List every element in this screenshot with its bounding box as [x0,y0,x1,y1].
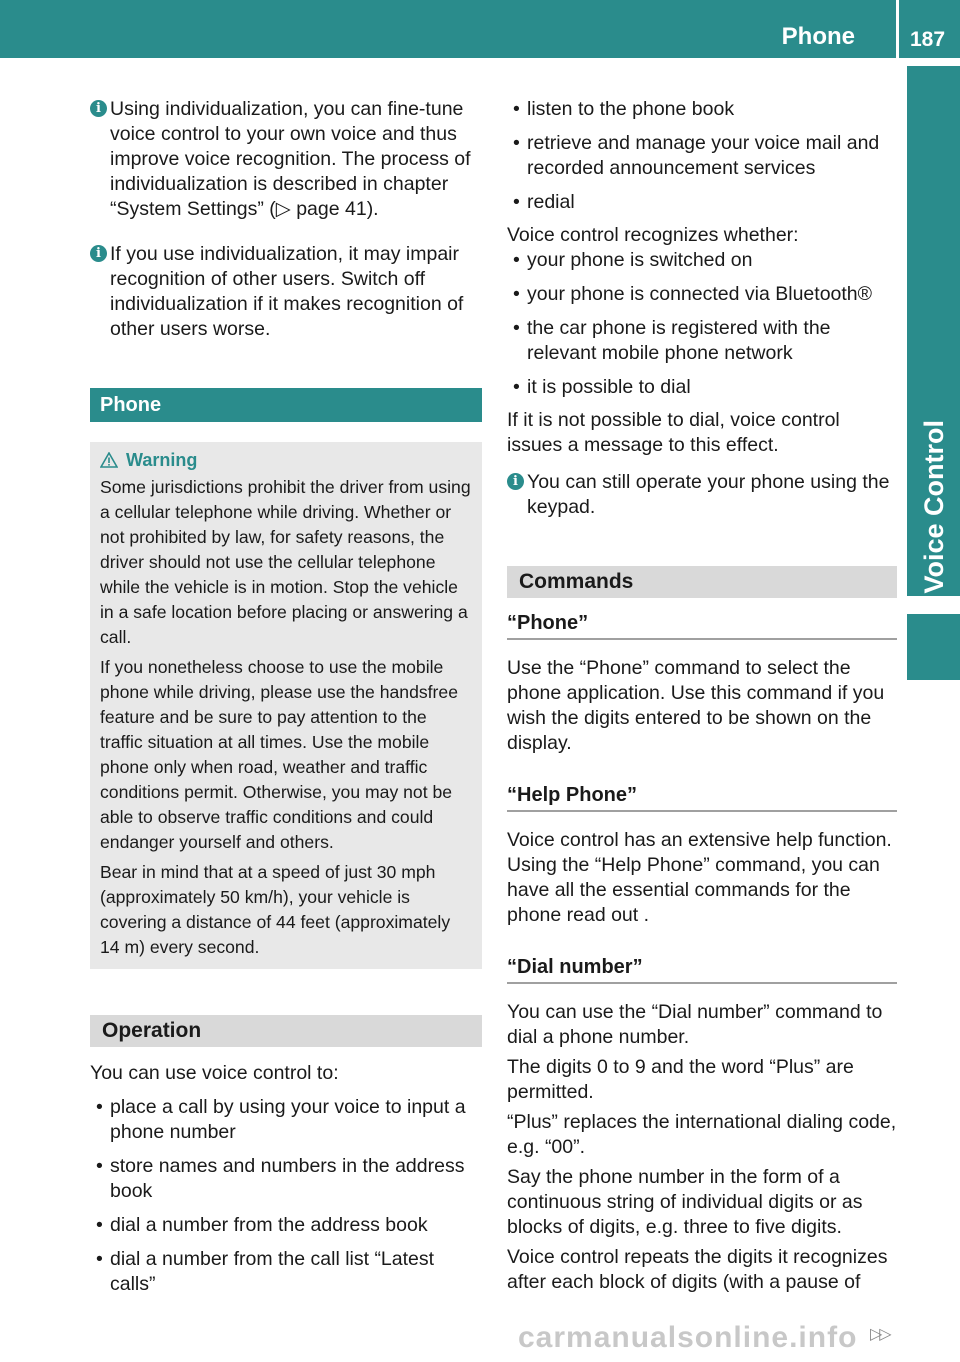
page-title: Phone [781,23,855,50]
section-heading-operation: Operation [90,1015,482,1047]
command-heading-phone: “Phone” [507,610,897,640]
warning-paragraph: Some jurisdictions prohibit the driver from using a cellular telephone while driving. Whether or not prohibited by law, for safety reasons, the driver should not use the cellular telephone while the vehicle is in motion. Stop the vehicle in a safe location before placing or answering a call. [100,477,471,647]
info-icon: i [90,245,107,262]
continue-marker: ▷▷ [870,1326,889,1343]
side-tab-block [907,614,960,680]
warning-paragraph: If you nonetheless choose to use the mobile phone while driving, please use the handsfree feature and be sure to pay attention to the traffic situation at all times. Use the mobile phone only when road, weather and traffic conditions permit. Otherwise, you may not be able to observe traffic conditions and could endanger yourself and others. [100,657,458,852]
header-divider [896,0,899,58]
command-description: Say the phone number in the form of a continuous string of individual digits or as blocks of digits, e.g. three to five digits. [507,1166,863,1238]
watermark: carmanualsonline.info [518,1321,858,1354]
recognizes-intro: Voice control recognizes whether: [507,224,799,246]
info-icon: i [90,100,107,117]
info-text: If you use individualization, it may impair recognition of other users. Switch off individualization if it makes recognition of other users worse. [110,243,464,340]
list-item: • the car phone is registered with the relevant mobile phone network [507,316,897,366]
operation-list-continued [507,97,897,215]
list-item: • place a call by using your voice to input a phone number [90,1095,482,1145]
command-description: The digits 0 to 9 and the word “Plus” are permitted. [507,1056,854,1103]
recognizes-list [507,248,897,400]
not-possible-text: If it is not possible to dial, voice control issues a message to this effect. [507,409,840,456]
info-note [90,97,482,222]
right-column [507,97,897,1295]
list-item: • it is possible to dial [507,375,897,400]
section-heading-phone: Phone [90,388,482,422]
command-description: You can use the “Dial number” command to dial a phone number. [507,1001,883,1048]
command-description: Voice control repeats the digits it recognizes after each block of digits (with a pause of [507,1246,888,1293]
list-item: • your phone is connected via Bluetooth® [507,282,897,307]
warning-header [100,448,472,472]
page-number: 187 [910,28,946,51]
warning-triangle-icon [100,452,118,468]
section-heading-commands: Commands [507,566,897,598]
list-item: • your phone is switched on [507,248,897,273]
command-heading-help-phone: “Help Phone” [507,782,897,812]
command-description: Use the “Phone” command to select the phone application. Use this command if you wish the digits entered to be shown on the display. [507,657,885,754]
info-note [507,470,897,520]
side-tab-label-wrap [914,420,954,600]
command-description: Voice control has an extensive help function. Using the “Help Phone” command, you can have all the essential commands for the phone read out . [507,829,892,926]
command-description: “Plus” replaces the international dialing code, e.g. “00”. [507,1111,897,1158]
list-item: • listen to the phone book [507,97,897,122]
warning-paragraph: Bear in mind that at a speed of just 30 mph (approximately 50 km/h), your vehicle is covering a distance of 44 feet (approximately 14 m) every second. [100,862,451,957]
list-item: • store names and numbers in the address book [90,1154,482,1204]
list-item: • dial a number from the address book [90,1213,482,1238]
warning-title: Warning [126,450,198,470]
command-heading-dial-number: “Dial number” [507,954,897,984]
operation-intro: You can use voice control to: [90,1062,339,1084]
side-tab-label: Voice Control [919,420,949,594]
list-item: • retrieve and manage your voice mail and recorded announcement services [507,131,897,181]
list-item: • redial [507,190,897,215]
list-item: • dial a number from the call list “Latest calls” [90,1247,482,1297]
info-icon: i [507,473,524,490]
warning-box [90,442,482,969]
info-text: Using individualization, you can fine-tune voice control to your own voice and thus improve voice recognition. The process of individualization is described in chapter “System Settings” (▷ page 41). [110,98,471,220]
left-column [90,97,482,1306]
info-text: You can still operate your phone using the keypad. [527,471,890,518]
info-note [90,242,482,342]
operation-list [90,1095,482,1297]
